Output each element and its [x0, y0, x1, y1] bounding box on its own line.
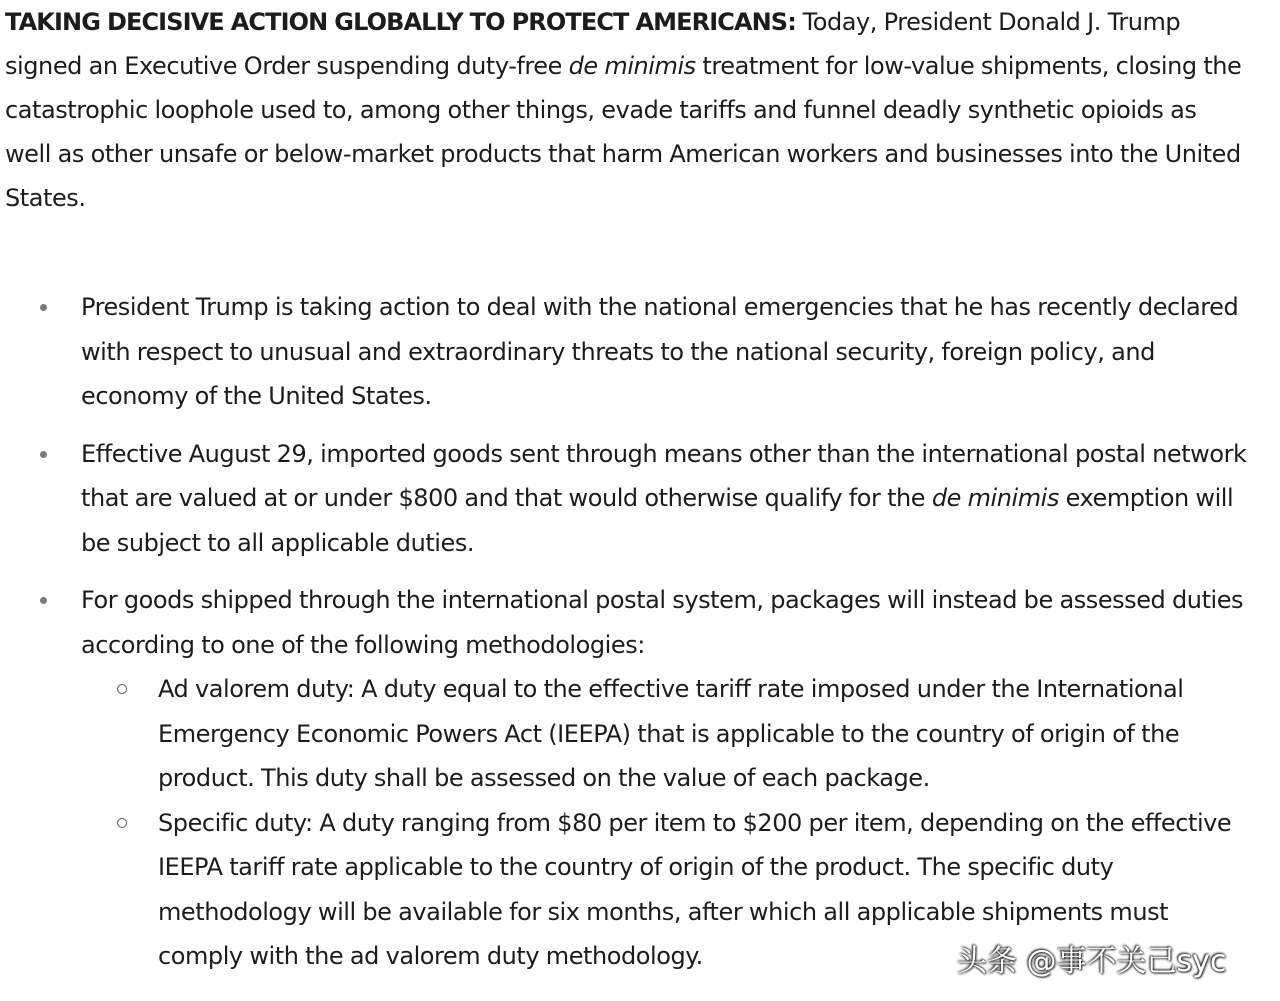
bullet-item-postal [5, 578, 1255, 979]
bullet-text: President Trump is taking action to deal with the national emergencies that he has recently declared with respect to unusual and extraordinary threats to the national security, foreign policy, and economy of the United States. [81, 293, 1239, 410]
intro-heading: TAKING DECISIVE ACTION GLOBALLY TO PROTECT AMERICANS: [5, 8, 796, 36]
bullet-text: For goods shipped through the international postal system, packages will instead be assessed duties according to one of the following methodologies: [81, 586, 1244, 659]
bullet-item-effective-date [5, 432, 1255, 566]
bullet-italic-term: de minimis [931, 484, 1059, 512]
bullet-item-emergencies [5, 285, 1255, 419]
intro-text-a: Today, President Donald J. Trump signed an Executive Order suspending duty-free [5, 8, 1181, 80]
intro-paragraph [5, 0, 1245, 220]
sub-bullet-text: Specific duty: A duty ranging from $80 per item to $200 per item, depending on the effective IEEPA tariff rate applicable to the country of origin of the product. The specific duty methodology will be available for six months, after which all applicable shipments must comply with the ad valorem duty methodology. [158, 808, 1232, 970]
sub-bullet-ad-valorem [81, 667, 1255, 801]
sub-bullet-text: Ad valorem duty: A duty equal to the effective tariff rate imposed under the International Emergency Economic Powers Act (IEEPA) that is applicable to the country of origin of the product. This duty shall be assessed on the value of each package. [158, 675, 1184, 792]
document [5, 0, 1255, 992]
bullet-list [5, 285, 1255, 979]
intro-italic-term: de minimis [568, 52, 696, 80]
bullet-text-a: Effective August 29, imported goods sent through means other than the international postal network that are valued at or under $800 and that would otherwise qualify for the [81, 439, 1247, 512]
sub-bullet-list [81, 667, 1255, 979]
bullet-text-b: exemption will be subject to all applicable duties. [81, 484, 1234, 557]
watermark: 头条 @事不关己syc [957, 944, 1227, 979]
intro-text-b: treatment for low-value shipments, closing the catastrophic loophole used to, among other things, evade tariffs and funnel deadly synthetic opioids as well as other unsafe or below-market products that harm American workers and businesses into the United States. [5, 52, 1242, 212]
